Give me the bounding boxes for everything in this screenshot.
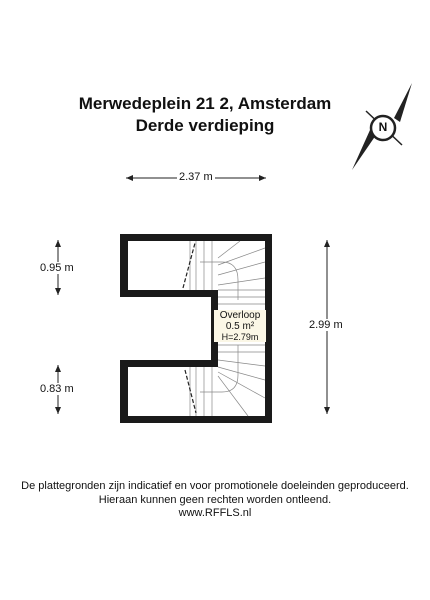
room-area: 0.5 m²	[225, 321, 255, 332]
disclaimer-line-2: Hieraan kunnen geen rechten worden ontleend.	[98, 494, 332, 506]
depth-dimension-label: 2.99 m	[309, 319, 343, 331]
floor-title: Derde verdieping	[135, 116, 275, 135]
width-dimension-label: 2.37 m	[179, 171, 213, 183]
lower-dimension-label: 0.83 m	[40, 383, 74, 395]
website-link[interactable]: www.RFFLS.nl	[178, 507, 252, 519]
room-name: Overloop	[219, 310, 261, 321]
compass-north-letter: N	[378, 120, 388, 134]
upper-dimension-label: 0.95 m	[40, 262, 74, 274]
address-title: Merwedeplein 21 2, Amsterdam	[78, 94, 332, 113]
room-label	[212, 310, 268, 343]
disclaimer-line-1: De plattegronden zijn indicatief en voor promotionele doeleinden geproduceerd.	[21, 480, 409, 492]
room-height: H=2.79m	[221, 332, 259, 342]
